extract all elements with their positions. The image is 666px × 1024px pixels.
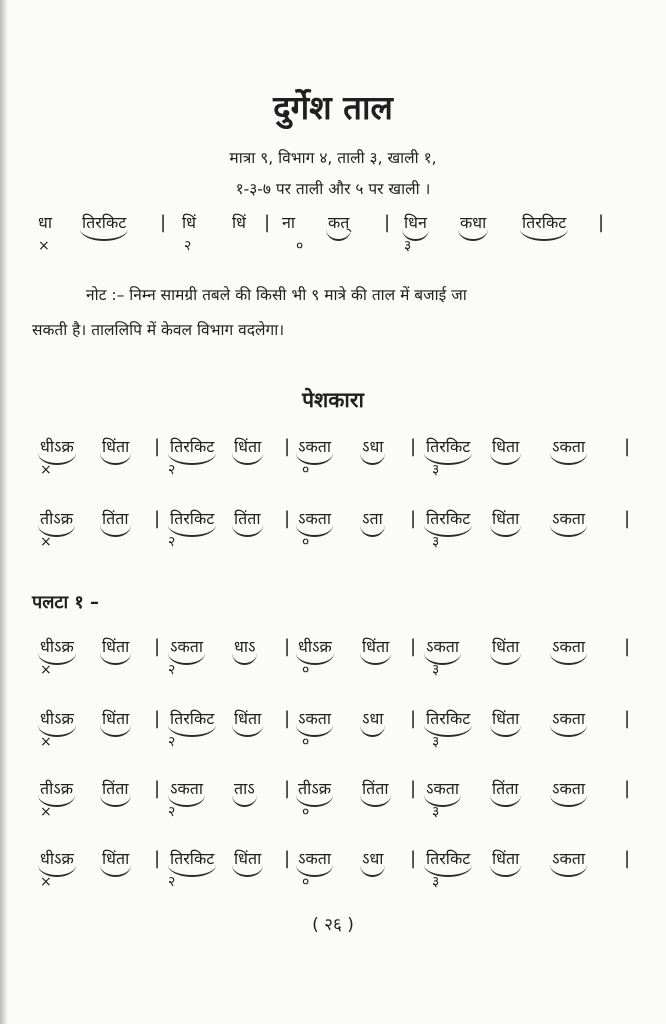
bol: धिंता (234, 849, 262, 868)
bol: ऽधा (362, 849, 384, 868)
bol-slur-arc (550, 525, 587, 537)
bol: ऽकता (552, 437, 586, 456)
vibhag-bar: | (284, 778, 291, 799)
tala-marker: २ (168, 662, 176, 678)
bol-slur-arc (550, 453, 587, 465)
vibhag-bar: | (284, 508, 291, 529)
bol-slur-arc (490, 453, 521, 465)
vibhag-bar: | (284, 436, 291, 457)
bol: तिरकिट (170, 509, 215, 528)
bol: तिरकिट (82, 213, 127, 232)
bol: धिंता (492, 709, 520, 728)
bol: तीऽक्र (40, 779, 74, 798)
bol-slur-arc (100, 865, 131, 877)
bol-slur-arc (100, 653, 131, 665)
vibhag-bar: | (154, 436, 161, 457)
vibhag-bar: | (624, 778, 631, 799)
bol: तिंता (102, 509, 129, 528)
bol-slur-arc (232, 525, 263, 537)
bol-slur-arc (326, 229, 351, 241)
note-line-1: नोट :– निम्न सामग्री तबले की किसी भी ९ मात्रे की ताल में बजाई जा (86, 286, 467, 304)
bol: तिरकिट (522, 213, 567, 232)
vibhag-bar: | (410, 708, 417, 729)
bol-slur-arc (232, 795, 257, 807)
bol: कत् (328, 213, 350, 232)
tala-specs-line: मात्रा ९, विभाग ४, ताली ३, खाली १, (229, 149, 437, 167)
vibhag-bar: | (624, 508, 631, 529)
bol-slur-arc (550, 725, 587, 737)
vibhag-bar: | (154, 708, 161, 729)
vibhag-bar: | (284, 708, 291, 729)
bol: धीऽक्र (40, 709, 74, 728)
bol-slur-arc (490, 795, 521, 807)
bol-slur-arc (550, 865, 587, 877)
bol: तिंता (492, 779, 519, 798)
note-line-2: सकती है। ताललिपि में केवल विभाग वदलेगा। (32, 321, 285, 339)
bol: ऽकता (552, 779, 586, 798)
bol-slur-arc (232, 865, 263, 877)
page-number: ( २६ ) (312, 915, 354, 935)
bol: ऽकता (298, 849, 332, 868)
tala-marker: × (40, 734, 52, 750)
vibhag-bar: | (160, 212, 167, 233)
tala-marker: २ (168, 462, 176, 478)
bol-slur-arc (520, 229, 568, 241)
bol: धिंता (102, 437, 130, 456)
bol-slur-arc (100, 725, 131, 737)
palta-row (32, 636, 638, 688)
tala-marker: २ (184, 238, 192, 254)
bol-slur-arc (100, 525, 131, 537)
vibhag-bar: | (284, 636, 291, 657)
vibhag-bar: | (284, 848, 291, 869)
bol-slur-arc (232, 725, 263, 737)
bol: तीऽक्र (40, 509, 74, 528)
bol: तिरकिट (426, 437, 471, 456)
bol-slur-arc (424, 795, 461, 807)
tala-marker: २ (168, 534, 176, 550)
bol-slur-arc (100, 453, 131, 465)
bol-slur-arc (424, 653, 461, 665)
vibhag-bar: | (624, 848, 631, 869)
bol: ताऽ (234, 779, 255, 798)
bol: धिंता (102, 709, 130, 728)
palta-row (32, 708, 638, 760)
bol: धिं (182, 213, 196, 232)
theka-row (32, 212, 638, 264)
tala-marker: × (38, 238, 50, 254)
section-heading-palta: पलटा १ – (32, 592, 100, 613)
vibhag-bar: | (624, 636, 631, 657)
section-heading-peshkara: पेशकारा (302, 388, 364, 412)
bol: तिरकिट (426, 509, 471, 528)
bol: तीऽक्र (298, 779, 332, 798)
tala-marker: ३ (432, 804, 440, 820)
bol-slur-arc (360, 525, 385, 537)
tala-marker: × (40, 874, 52, 890)
bol-slur-arc (360, 865, 385, 877)
bol: तिंता (362, 779, 389, 798)
bol-slur-arc (100, 795, 131, 807)
vibhag-bar: | (384, 212, 391, 233)
palta-row (32, 848, 638, 900)
vibhag-bar: | (624, 708, 631, 729)
bol: ऽता (362, 509, 383, 528)
bol: ऽकता (298, 437, 332, 456)
bol: ऽकता (426, 779, 460, 798)
tala-marker: ३ (432, 874, 440, 890)
tala-marker: २ (168, 804, 176, 820)
bol: धिं (232, 213, 246, 232)
vibhag-bar: | (410, 508, 417, 529)
bol-slur-arc (550, 653, 587, 665)
bol-slur-arc (232, 453, 263, 465)
bol: ऽधा (362, 709, 384, 728)
tala-marker: २ (168, 874, 176, 890)
bol: तिंता (102, 779, 129, 798)
bol-slur-arc (232, 653, 257, 665)
tala-marker: ० (296, 238, 304, 254)
vibhag-bar: | (154, 778, 161, 799)
vibhag-bar: | (410, 636, 417, 657)
bol: कधा (460, 213, 487, 232)
bol: धाऽ (234, 637, 256, 656)
bol-slur-arc (360, 453, 385, 465)
bol: धीऽक्र (40, 437, 74, 456)
tala-marker: × (40, 804, 52, 820)
vibhag-bar: | (154, 636, 161, 657)
vibhag-bar: | (264, 212, 271, 233)
bol: धिंता (492, 509, 520, 528)
bol: ऽकता (552, 509, 586, 528)
bol: धिंता (102, 637, 130, 656)
bol-slur-arc (490, 725, 521, 737)
bol: ऽधा (362, 437, 384, 456)
bol: धीऽक्र (298, 637, 332, 656)
bol: ऽकता (170, 779, 204, 798)
bol: धिता (492, 437, 520, 456)
tala-marker: ० (302, 462, 310, 478)
bol-slur-arc (360, 653, 391, 665)
bol-slur-arc (458, 229, 488, 241)
vibhag-bar: | (410, 778, 417, 799)
bol: धिंता (234, 437, 262, 456)
vibhag-bar: | (624, 436, 631, 457)
bol-slur-arc (490, 865, 521, 877)
tala-marker: × (40, 662, 52, 678)
bol-slur-arc (80, 229, 128, 241)
bol: ऽकता (298, 509, 332, 528)
bol: तिरकिट (426, 709, 471, 728)
bol: ऽकता (426, 637, 460, 656)
vibhag-bar: | (154, 848, 161, 869)
bol: तिरकिट (170, 849, 215, 868)
page-title: दुर्गेश ताल (273, 88, 393, 127)
tala-marker: ० (302, 874, 310, 890)
bol: ऽकता (552, 637, 586, 656)
bol: धिंता (362, 637, 390, 656)
vibhag-bar: | (598, 212, 605, 233)
bol-slur-arc (490, 653, 521, 665)
bol: ऽकता (552, 709, 586, 728)
bol-slur-arc (360, 795, 391, 807)
tala-marker: ३ (432, 462, 440, 478)
bol: तिरकिट (170, 709, 215, 728)
palta-row (32, 778, 638, 830)
tala-marker: ३ (404, 238, 412, 254)
bol: धीऽक्र (40, 637, 74, 656)
bol: तिरकिट (170, 437, 215, 456)
bol: धिन (404, 213, 427, 232)
vibhag-bar: | (410, 436, 417, 457)
bol: तिंता (234, 509, 261, 528)
tala-marker: × (40, 462, 52, 478)
tala-clap-line: १-३-७ पर ताली और ५ पर खाली । (235, 180, 431, 198)
tala-marker: ३ (432, 662, 440, 678)
bol-slur-arc (360, 725, 385, 737)
tala-marker: ३ (432, 534, 440, 550)
peshkara-row (32, 436, 638, 488)
tala-marker: ० (302, 662, 310, 678)
tala-marker: २ (168, 734, 176, 750)
bol: ऽकता (298, 709, 332, 728)
bol: धिंता (492, 637, 520, 656)
bol: धिंता (492, 849, 520, 868)
bol-slur-arc (550, 795, 587, 807)
vibhag-bar: | (410, 848, 417, 869)
peshkara-row (32, 508, 638, 560)
tala-marker: ० (302, 734, 310, 750)
bol: तिरकिट (426, 849, 471, 868)
bol: धा (38, 213, 52, 232)
tala-marker: ० (302, 534, 310, 550)
bol: ऽकता (170, 637, 204, 656)
bol: ना (282, 213, 296, 232)
tala-marker: ३ (432, 734, 440, 750)
bol: धीऽक्र (40, 849, 74, 868)
bol: धिंता (102, 849, 130, 868)
tala-marker: × (40, 534, 52, 550)
bol: धिंता (234, 709, 262, 728)
vibhag-bar: | (154, 508, 161, 529)
tala-marker: ० (302, 804, 310, 820)
bol-slur-arc (490, 525, 521, 537)
bol: ऽकता (552, 849, 586, 868)
